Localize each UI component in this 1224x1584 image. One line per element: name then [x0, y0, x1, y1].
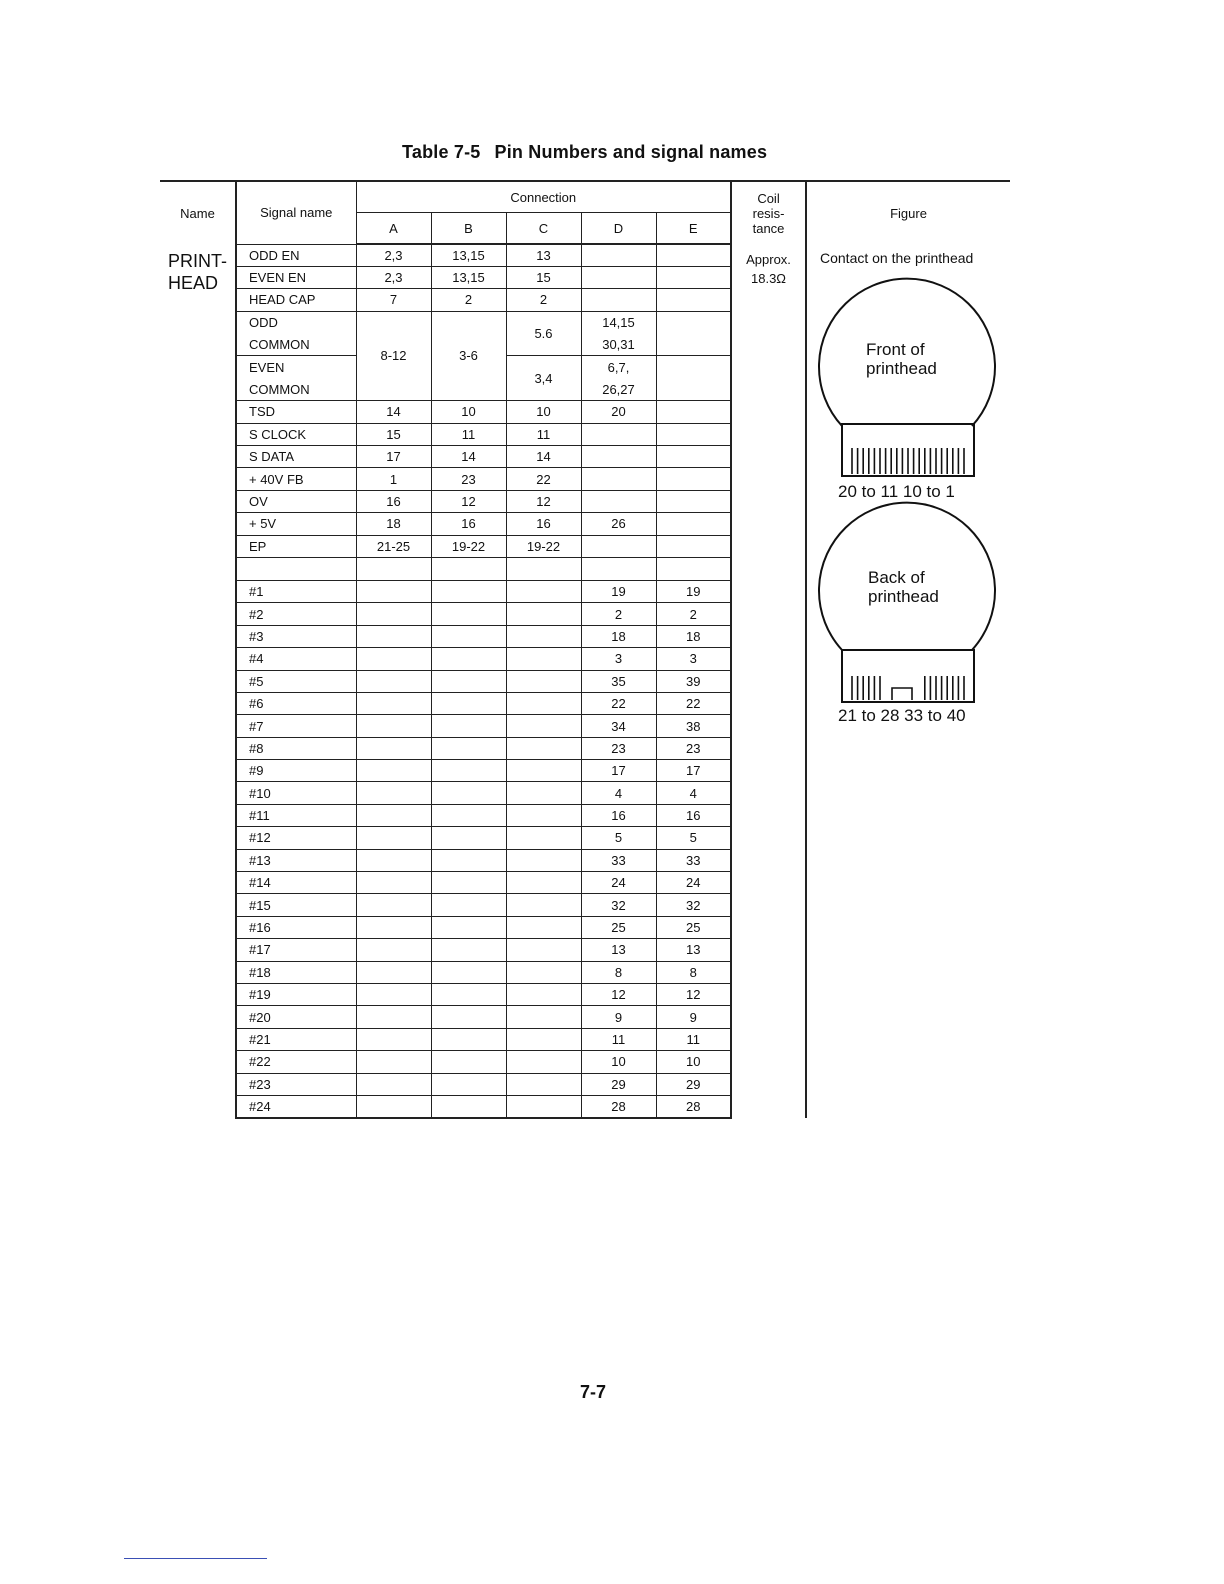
cell-a: 17 [356, 446, 431, 468]
cell-e: 28 [656, 1095, 731, 1117]
group-name-line2: HEAD [168, 273, 219, 293]
cell-a [356, 961, 431, 983]
cell-b [431, 1073, 506, 1095]
signal-cell: TSD [236, 401, 356, 423]
cell-b [431, 603, 506, 625]
signal-cell: EVEN [236, 356, 356, 378]
cell-d: 30,31 [581, 334, 656, 356]
cell-a [356, 625, 431, 647]
cell-a [356, 916, 431, 938]
cell-e [656, 311, 731, 356]
cell-a [356, 648, 431, 670]
signal-cell: #7 [236, 715, 356, 737]
cell-e: 19 [656, 580, 731, 602]
cell-c: 12 [506, 490, 581, 512]
cell-d: 32 [581, 894, 656, 916]
cell-b: 2 [431, 289, 506, 311]
cell-b [431, 1028, 506, 1050]
cell-e [656, 244, 731, 266]
cell-b [431, 1051, 506, 1073]
cell-d [581, 266, 656, 288]
cell-b-common: 3-6 [431, 311, 506, 401]
signal-cell: #8 [236, 737, 356, 759]
header-col-c: C [506, 213, 581, 245]
cell-a: 15 [356, 423, 431, 445]
coil-line2: 18.3Ω [751, 271, 787, 286]
cell-e [656, 490, 731, 512]
page-number: 7-7 [580, 1382, 607, 1402]
cell-a [356, 715, 431, 737]
cell-a-common: 8-12 [356, 311, 431, 401]
cell-b [431, 961, 506, 983]
cell-c [506, 670, 581, 692]
cell-c [506, 603, 581, 625]
cell-c: 10 [506, 401, 581, 423]
cell-e: 13 [656, 939, 731, 961]
cell-d: 20 [581, 401, 656, 423]
cell-a: 2,3 [356, 244, 431, 266]
cell-a [356, 782, 431, 804]
signal-cell: #16 [236, 916, 356, 938]
cell-a: 18 [356, 513, 431, 535]
cell-e: 23 [656, 737, 731, 759]
cell-d: 10 [581, 1051, 656, 1073]
cell-c [506, 760, 581, 782]
cell-a [356, 603, 431, 625]
cell-b [431, 939, 506, 961]
cell-d: 28 [581, 1095, 656, 1117]
cell-d [581, 244, 656, 266]
cell-c [506, 648, 581, 670]
cell-d: 23 [581, 737, 656, 759]
header-coil-resistance [731, 181, 806, 244]
signal-cell: #14 [236, 872, 356, 894]
signal-cell: #3 [236, 625, 356, 647]
cell-a: 7 [356, 289, 431, 311]
cell-b: 12 [431, 490, 506, 512]
signal-cell: #10 [236, 782, 356, 804]
cell-c [506, 782, 581, 804]
cell-e: 3 [656, 648, 731, 670]
back-connector [842, 650, 974, 702]
cell-e [656, 401, 731, 423]
signal-cell: #20 [236, 1006, 356, 1028]
cell-a [356, 827, 431, 849]
front-pin-range: 20 to 11 10 to 1 [838, 482, 955, 501]
signal-cell: #19 [236, 984, 356, 1006]
cell-c [506, 1028, 581, 1050]
signal-cell: COMMON [236, 334, 356, 356]
cell-e: 17 [656, 760, 731, 782]
cell-a: 21-25 [356, 535, 431, 557]
cell-b [431, 1095, 506, 1117]
cell-b: 19-22 [431, 535, 506, 557]
cell-e: 4 [656, 782, 731, 804]
cell-b [431, 737, 506, 759]
cell-b [431, 782, 506, 804]
header-connection: Connection [356, 181, 731, 213]
header-figure: Figure [806, 181, 1010, 244]
signal-cell: #21 [236, 1028, 356, 1050]
cell-c: 13 [506, 244, 581, 266]
cell-b: 14 [431, 446, 506, 468]
cell-c: 14 [506, 446, 581, 468]
cell-b: 23 [431, 468, 506, 490]
cell-e [656, 266, 731, 288]
cell-b: 13,15 [431, 266, 506, 288]
cell-d: 34 [581, 715, 656, 737]
back-label-line2: printhead [868, 587, 939, 606]
signal-cell [236, 557, 356, 580]
signal-cell: S CLOCK [236, 423, 356, 445]
figure-label: Contact on the printhead [820, 250, 974, 266]
cell-d: 25 [581, 916, 656, 938]
cell-b [431, 648, 506, 670]
cell-c [506, 939, 581, 961]
cell-b [431, 827, 506, 849]
cell-b [431, 804, 506, 826]
cell-d: 29 [581, 1073, 656, 1095]
cell-c [506, 916, 581, 938]
cell-a [356, 1051, 431, 1073]
cell-e [656, 535, 731, 557]
cell-d: 19 [581, 580, 656, 602]
signal-cell: #23 [236, 1073, 356, 1095]
cell-c [506, 715, 581, 737]
cell-e: 25 [656, 916, 731, 938]
front-connector-pins [852, 448, 964, 474]
cell-a [356, 984, 431, 1006]
signal-cell: ODD EN [236, 244, 356, 266]
footer-rule [124, 1558, 267, 1559]
back-pin-range: 21 to 28 33 to 40 [838, 706, 966, 725]
cell-a [356, 804, 431, 826]
cell-c [506, 1006, 581, 1028]
signal-cell: #12 [236, 827, 356, 849]
cell-a [356, 692, 431, 714]
signal-cell: #22 [236, 1051, 356, 1073]
cell-d: 5 [581, 827, 656, 849]
cell-e [656, 446, 731, 468]
cell-d: 6,7, [581, 356, 656, 378]
cell-e [656, 423, 731, 445]
coil-line1: Approx. [746, 252, 791, 267]
cell-d: 16 [581, 804, 656, 826]
cell-d: 33 [581, 849, 656, 871]
back-label [868, 568, 939, 606]
cell-a: 2,3 [356, 266, 431, 288]
cell-c [506, 894, 581, 916]
signal-cell: COMMON [236, 378, 356, 400]
header-signal-name: Signal name [236, 181, 356, 244]
cell-b [431, 625, 506, 647]
cell-b: 11 [431, 423, 506, 445]
cell-d: 11 [581, 1028, 656, 1050]
header-col-a: A [356, 213, 431, 245]
cell-c [506, 1051, 581, 1073]
cell-c [506, 1095, 581, 1117]
cell-b [431, 849, 506, 871]
cell-d: 4 [581, 782, 656, 804]
cell-c: 11 [506, 423, 581, 445]
front-label [866, 340, 937, 378]
cell-a [356, 760, 431, 782]
cell-c [506, 984, 581, 1006]
cell-b [431, 1006, 506, 1028]
group-name [160, 244, 236, 1118]
cell-a [356, 1073, 431, 1095]
signal-cell: + 40V FB [236, 468, 356, 490]
cell-b [431, 692, 506, 714]
signal-cell: #24 [236, 1095, 356, 1117]
cell-a [356, 1095, 431, 1117]
back-connector-key [892, 688, 912, 700]
cell-e: 10 [656, 1051, 731, 1073]
cell-d: 14,15 [581, 311, 656, 333]
cell-e: 12 [656, 984, 731, 1006]
cell-c [506, 625, 581, 647]
cell-b: 13,15 [431, 244, 506, 266]
group-name-line1: PRINT- [168, 251, 228, 271]
cell-c [506, 692, 581, 714]
cell-e [656, 557, 731, 580]
cell-b: 10 [431, 401, 506, 423]
cell-c [506, 1073, 581, 1095]
signal-cell: #2 [236, 603, 356, 625]
cell-c [506, 737, 581, 759]
signal-cell: EVEN EN [236, 266, 356, 288]
cell-e: 38 [656, 715, 731, 737]
cell-e: 24 [656, 872, 731, 894]
signal-cell: ODD [236, 311, 356, 333]
cell-a: 1 [356, 468, 431, 490]
back-label-line1: Back of [868, 568, 925, 587]
header-col-b: B [431, 213, 506, 245]
cell-e: 11 [656, 1028, 731, 1050]
cell-d: 26 [581, 513, 656, 535]
cell-e: 8 [656, 961, 731, 983]
cell-b [431, 715, 506, 737]
cell-c [506, 827, 581, 849]
cell-d: 3 [581, 648, 656, 670]
cell-d [581, 468, 656, 490]
cell-d: 9 [581, 1006, 656, 1028]
cell-d [581, 557, 656, 580]
cell-c [506, 580, 581, 602]
cell-e: 9 [656, 1006, 731, 1028]
cell-a: 16 [356, 490, 431, 512]
cell-d: 13 [581, 939, 656, 961]
signal-cell: #5 [236, 670, 356, 692]
front-label-line2: printhead [866, 359, 937, 378]
cell-b [431, 760, 506, 782]
cell-c-odd-common: 5.6 [506, 311, 581, 356]
cell-e: 32 [656, 894, 731, 916]
cell-d: 17 [581, 760, 656, 782]
cell-e [656, 513, 731, 535]
signal-cell: #11 [236, 804, 356, 826]
cell-e: 39 [656, 670, 731, 692]
cell-b [431, 670, 506, 692]
table-title [402, 142, 767, 163]
signal-cell: #13 [236, 849, 356, 871]
cell-a [356, 670, 431, 692]
cell-e: 2 [656, 603, 731, 625]
cell-e: 29 [656, 1073, 731, 1095]
cell-e: 33 [656, 849, 731, 871]
header-name: Name [160, 181, 236, 244]
cell-a [356, 939, 431, 961]
signal-cell: #4 [236, 648, 356, 670]
cell-d [581, 423, 656, 445]
cell-d: 26,27 [581, 378, 656, 400]
cell-d [581, 446, 656, 468]
cell-a [356, 1006, 431, 1028]
cell-c-even-common: 3,4 [506, 356, 581, 401]
signal-cell: #1 [236, 580, 356, 602]
cell-e [656, 356, 731, 401]
cell-b [431, 580, 506, 602]
cell-c [506, 961, 581, 983]
cell-d: 24 [581, 872, 656, 894]
cell-c: 19-22 [506, 535, 581, 557]
cell-b [431, 872, 506, 894]
cell-d [581, 490, 656, 512]
cell-e: 5 [656, 827, 731, 849]
cell-d: 2 [581, 603, 656, 625]
cell-d: 12 [581, 984, 656, 1006]
cell-a [356, 894, 431, 916]
cell-b [431, 557, 506, 580]
signal-cell: HEAD CAP [236, 289, 356, 311]
cell-b [431, 894, 506, 916]
cell-a [356, 557, 431, 580]
cell-d: 18 [581, 625, 656, 647]
cell-d [581, 289, 656, 311]
signal-cell: OV [236, 490, 356, 512]
cell-d: 8 [581, 961, 656, 983]
cell-e [656, 289, 731, 311]
cell-c [506, 872, 581, 894]
signal-cell: #18 [236, 961, 356, 983]
signal-cell: #9 [236, 760, 356, 782]
table-number: Table 7-5 [402, 142, 481, 162]
cell-c [506, 557, 581, 580]
cell-a [356, 737, 431, 759]
cell-e: 18 [656, 625, 731, 647]
coil-head-2: resis- [752, 205, 785, 221]
header-col-d: D [581, 213, 656, 245]
header-col-e: E [656, 213, 731, 245]
cell-c [506, 804, 581, 826]
cell-e [656, 468, 731, 490]
signal-cell: #15 [236, 894, 356, 916]
cell-a: 14 [356, 401, 431, 423]
signal-cell: #6 [236, 692, 356, 714]
coil-head-1: Coil [757, 190, 780, 206]
cell-c: 22 [506, 468, 581, 490]
cell-b [431, 916, 506, 938]
cell-e: 16 [656, 804, 731, 826]
signal-cell: EP [236, 535, 356, 557]
cell-d [581, 535, 656, 557]
table-caption: Pin Numbers and signal names [494, 142, 768, 162]
coil-head-3: tance [752, 220, 785, 236]
cell-d: 22 [581, 692, 656, 714]
cell-c: 2 [506, 289, 581, 311]
cell-c [506, 849, 581, 871]
cell-b: 16 [431, 513, 506, 535]
front-label-line1: Front of [866, 340, 925, 359]
signal-cell: S DATA [236, 446, 356, 468]
cell-c: 15 [506, 266, 581, 288]
cell-a [356, 580, 431, 602]
cell-d: 35 [581, 670, 656, 692]
cell-a [356, 849, 431, 871]
signal-cell: #17 [236, 939, 356, 961]
cell-b [431, 984, 506, 1006]
cell-a [356, 1028, 431, 1050]
cell-e: 22 [656, 692, 731, 714]
coil-resistance-value [731, 244, 806, 1118]
cell-c: 16 [506, 513, 581, 535]
signal-cell: + 5V [236, 513, 356, 535]
cell-a [356, 872, 431, 894]
